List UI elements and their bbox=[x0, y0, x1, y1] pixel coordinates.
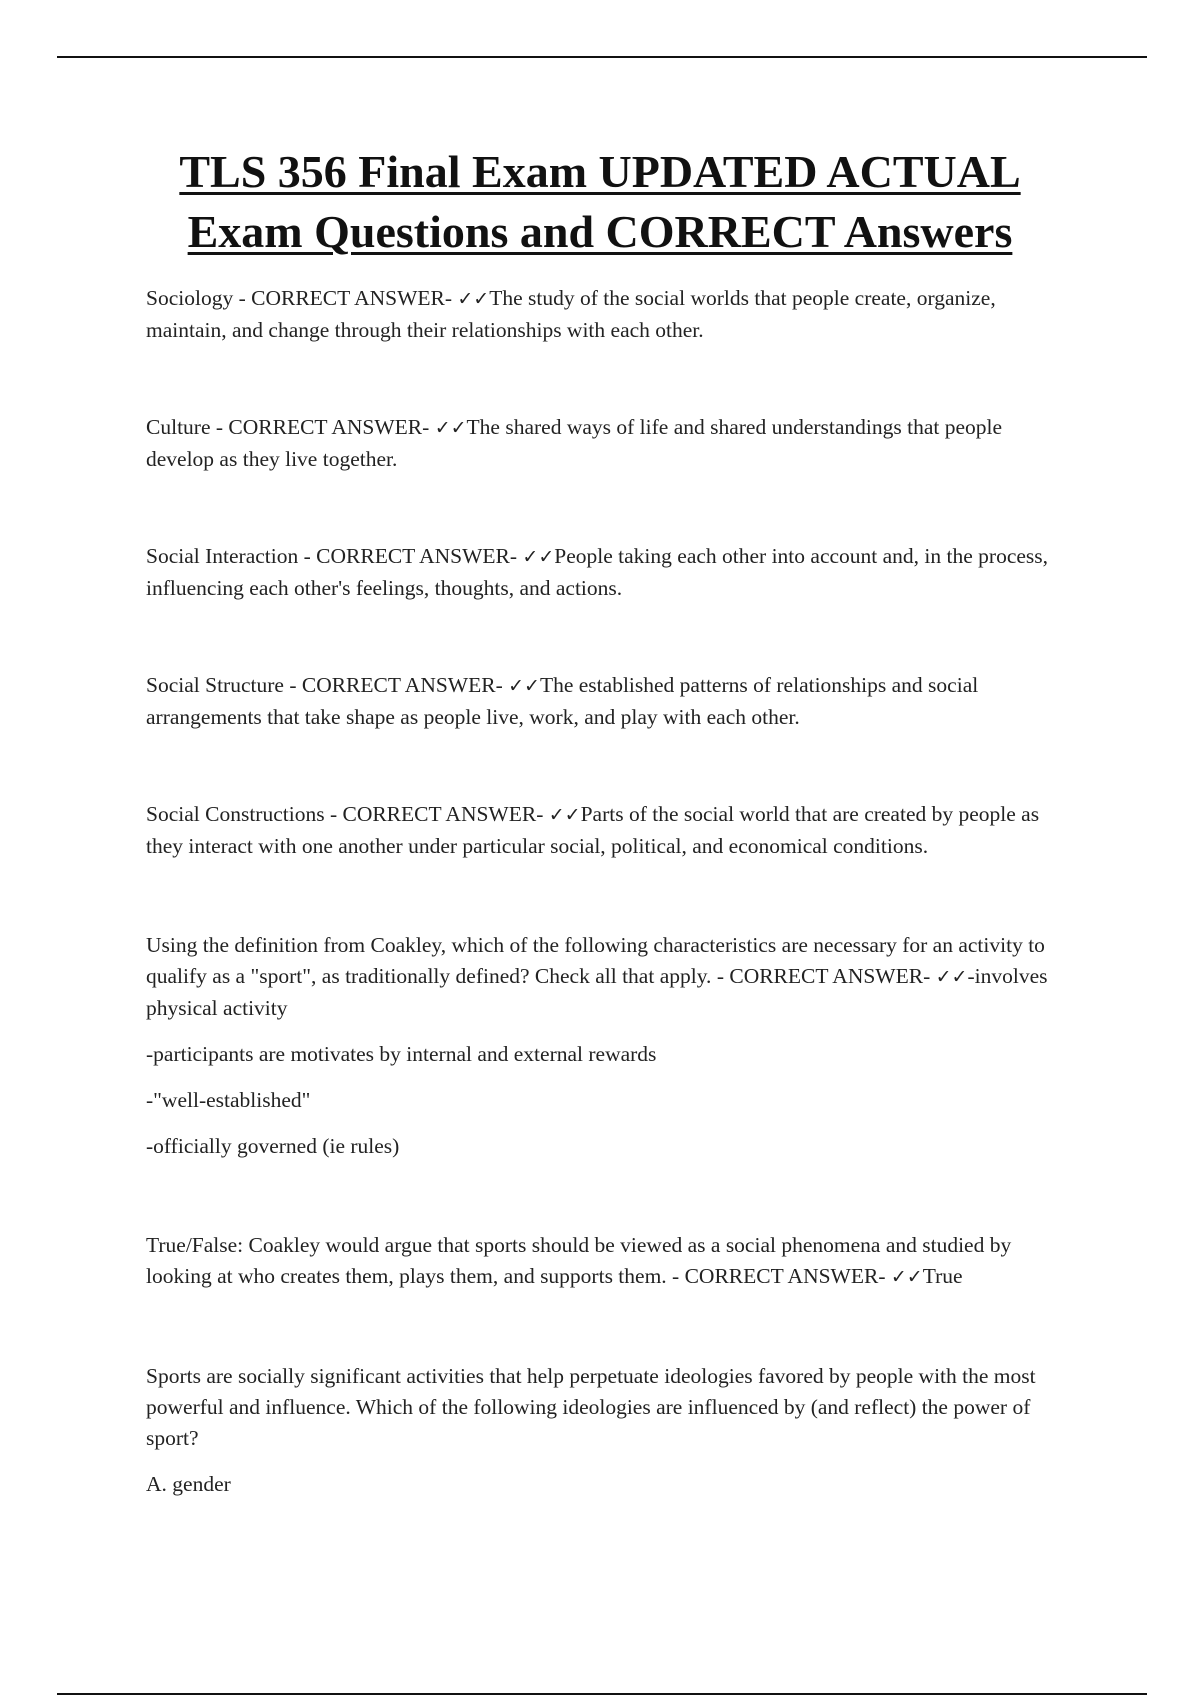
term: Social Interaction bbox=[146, 544, 304, 568]
answer: The study of the social worlds that people create, organize, maintain, and change through their relationships with each other. bbox=[146, 286, 996, 342]
qa-item-social-interaction bbox=[146, 541, 1066, 604]
answer: The established patterns of relationships and social arrangements that take shape as people live, work, and play with each other. bbox=[146, 673, 979, 729]
correct-answer-marker: - CORRECT ANSWER- bbox=[289, 673, 509, 697]
answer: The shared ways of life and shared understandings that people develop as they live together. bbox=[146, 415, 1003, 471]
correct-answer-marker: - CORRECT ANSWER- bbox=[215, 415, 435, 439]
qa-item-sociology bbox=[146, 283, 1066, 346]
title-line-1: TLS 356 Final Exam UPDATED ACTUAL bbox=[179, 146, 1021, 197]
correct-answer-marker: - CORRECT ANSWER- bbox=[716, 964, 936, 988]
double-check-icon: ✓✓ bbox=[522, 546, 555, 568]
double-check-icon: ✓✓ bbox=[548, 804, 581, 826]
qa-item-social-structure bbox=[146, 670, 1066, 733]
answer-line: -officially governed (ie rules) bbox=[146, 1134, 400, 1158]
bottom-rule bbox=[57, 1693, 1147, 1695]
double-check-icon: ✓✓ bbox=[890, 1266, 923, 1288]
double-check-icon: ✓✓ bbox=[935, 966, 968, 988]
qa-item-true-false bbox=[146, 1230, 1066, 1293]
term: Social Constructions bbox=[146, 802, 330, 826]
answer-line: -"well-established" bbox=[146, 1088, 311, 1112]
answer: People taking each other into account and, in the process, influencing each other's feelings, thoughts, and actions. bbox=[146, 544, 1049, 600]
answer-line: -participants are motivates by internal and external rewards bbox=[146, 1042, 657, 1066]
correct-answer-marker: - CORRECT ANSWER- bbox=[303, 544, 523, 568]
question: Using the definition from Coakley, which of the following characteristics are necessary for an activity to qualify as a "sport", as traditionally defined? Check all that apply. bbox=[146, 933, 1045, 988]
term: Culture bbox=[146, 415, 216, 439]
correct-answer-marker: - CORRECT ANSWER- bbox=[329, 802, 549, 826]
double-check-icon: ✓✓ bbox=[508, 675, 540, 697]
qa-list bbox=[146, 283, 1066, 1500]
ideology-question: Sports are socially significant activities that help perpetuate ideologies favored by people with the most powerful and influence. Which of the following ideologies are influenced by (and reflect) the power of sport? bbox=[146, 1364, 1036, 1450]
answer: Parts of the social world that are created by people as they interact with one another under particular social, political, and economical conditions. bbox=[146, 802, 1040, 858]
qa-item-social-constructions bbox=[146, 799, 1066, 862]
answer: -involves physical activity bbox=[146, 964, 1048, 1020]
double-check-icon: ✓✓ bbox=[457, 288, 490, 310]
qa-item-sport-definition bbox=[146, 930, 1066, 1024]
page-title bbox=[100, 142, 1100, 262]
term: Social Structure bbox=[146, 673, 290, 697]
correct-answer-marker: - CORRECT ANSWER- bbox=[238, 286, 458, 310]
question: True/False: Coakley would argue that sports should be viewed as a social phenomena and studied by looking at who creates them, plays them, and supports them. bbox=[146, 1233, 1012, 1288]
title-line-2: Exam Questions and CORRECT Answers bbox=[187, 206, 1013, 257]
correct-answer-marker: - CORRECT ANSWER- bbox=[672, 1264, 891, 1288]
qa-item-culture bbox=[146, 412, 1066, 475]
option-a: A. gender bbox=[146, 1472, 231, 1496]
answer: True bbox=[922, 1264, 963, 1288]
double-check-icon: ✓✓ bbox=[434, 417, 467, 439]
term: Sociology bbox=[146, 286, 239, 310]
top-rule bbox=[57, 56, 1147, 58]
